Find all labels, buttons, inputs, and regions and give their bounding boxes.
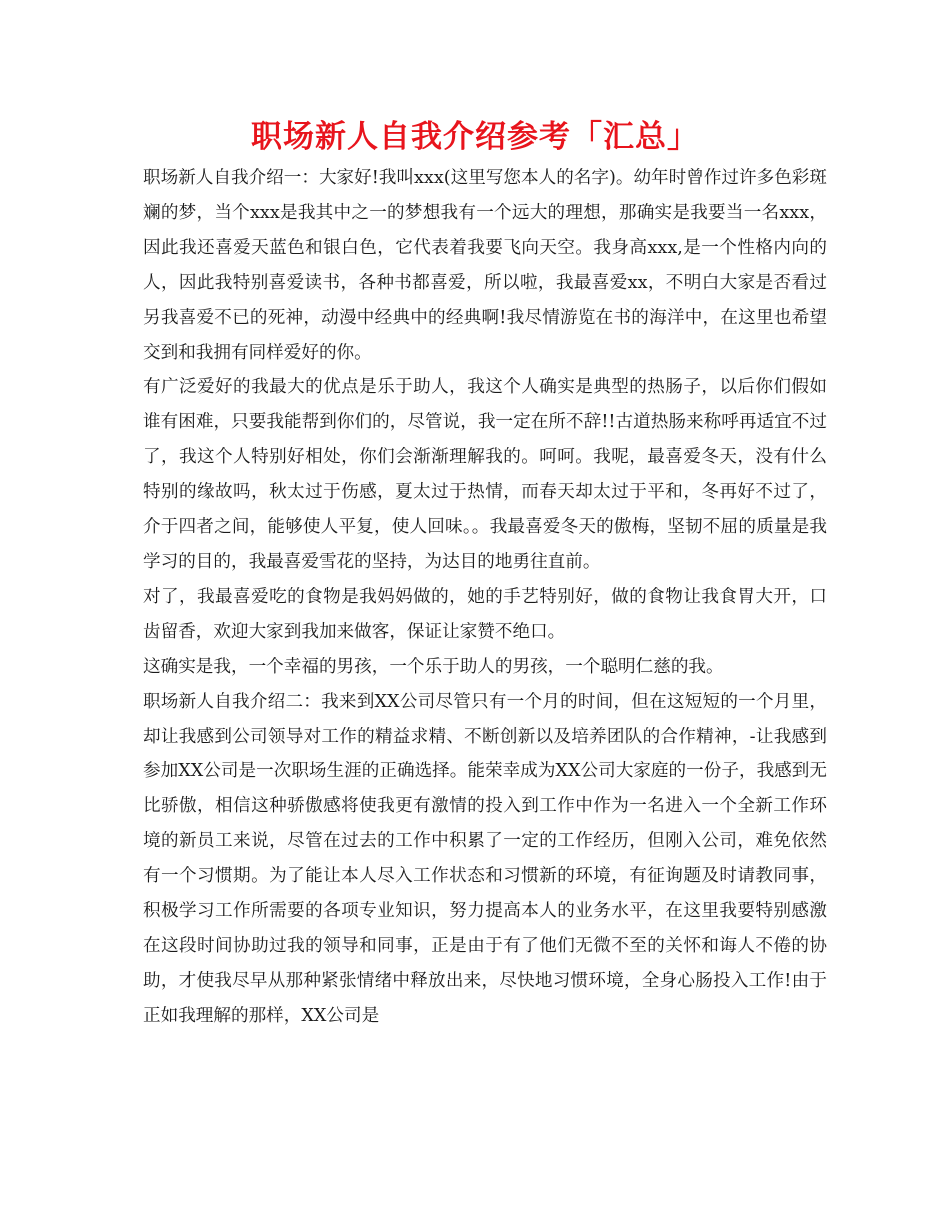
document-body — [143, 161, 827, 1034]
paragraph-hobbies: 有广泛爱好的我最大的优点是乐于助人，我这个人确实是典型的热肠子，以后你们假如谁有困难，只要我能帮到你们的，尽管说，我一定在所不辞!!古道热肠来称呼再适宜不过了，我这个人特别好相处，你们会渐渐理解我的。呵呵。我呢，最喜爱冬天，没有什么特别的缘故吗，秋太过于伤感，夏太过于热情，而春天却太过于平和，冬再好不过了，介于四者之间，能够使人平复，使人回味。。我最喜爱冬天的傲梅，坚韧不屈的质量是我学习的目的，我最喜爱雪花的坚持，为达目的地勇往直前。 — [143, 377, 827, 572]
paragraph-food: 对了，我最喜爱吃的食物是我妈妈做的，她的手艺特别好，做的食物让我食胃大开，口齿留香，欢迎大家到我加来做客，保证让家赞不绝口。 — [143, 586, 827, 642]
document-title: 职场新人自我介绍参考「汇总」 — [251, 119, 699, 155]
paragraph-summary: 这确实是我，一个幸福的男孩，一个乐于助人的男孩，一个聪明仁慈的我。 — [143, 656, 724, 677]
paragraph-intro-one: 职场新人自我介绍一：大家好!我叫xxx(这里写您本人的名字)。幼年时曾作过许多色彩斑斓的梦，当个xxx是我其中之一的梦想我有一个远大的理想，那确实是我要当一名xxx，因此我还喜爱天蓝色和银白色，它代表着我要飞向天空。我身高xxx,是一个性格内向的人，因此我特别喜爱读书，各种书都喜爱，所以啦，我最喜爱xx，不明白大家是否看过另我喜爱不已的死神，动漫中经典中的经典啊!我尽情游览在书的海洋中，在这里也希望交到和我拥有同样爱好的你。 — [143, 168, 827, 363]
paragraph-intro-two: 职场新人自我介绍二：我来到XX公司尽管只有一个月的时间，但在这短短的一个月里，却让我感到公司领导对工作的精益求精、不断创新以及培养团队的合作精神，-让我感到参加XX公司是一次职场生涯的正确选择。能荣幸成为XX公司大家庭的一份子，我感到无比骄傲，相信这种骄傲感将使我更有激情的投入到工作中作为一名进入一个全新工作环境的新员工来说，尽管在过去的工作中积累了一定的工作经历，但刚入公司，难免依然有一个习惯期。为了能让本人尽入工作状态和习惯新的环境，有征询题及时请教同事，积极学习工作所需要的各项专业知识，努力提高本人的业务水平，在这里我要特别感激在这段时间协助过我的领导和同事，正是由于有了他们无微不至的关怀和诲人不倦的协助，才使我尽早从那种紧张情绪中释放出来，尽快地习惯环境，全身心肠投入工作!由于正如我理解的那样，XX公司是 — [143, 691, 827, 1026]
